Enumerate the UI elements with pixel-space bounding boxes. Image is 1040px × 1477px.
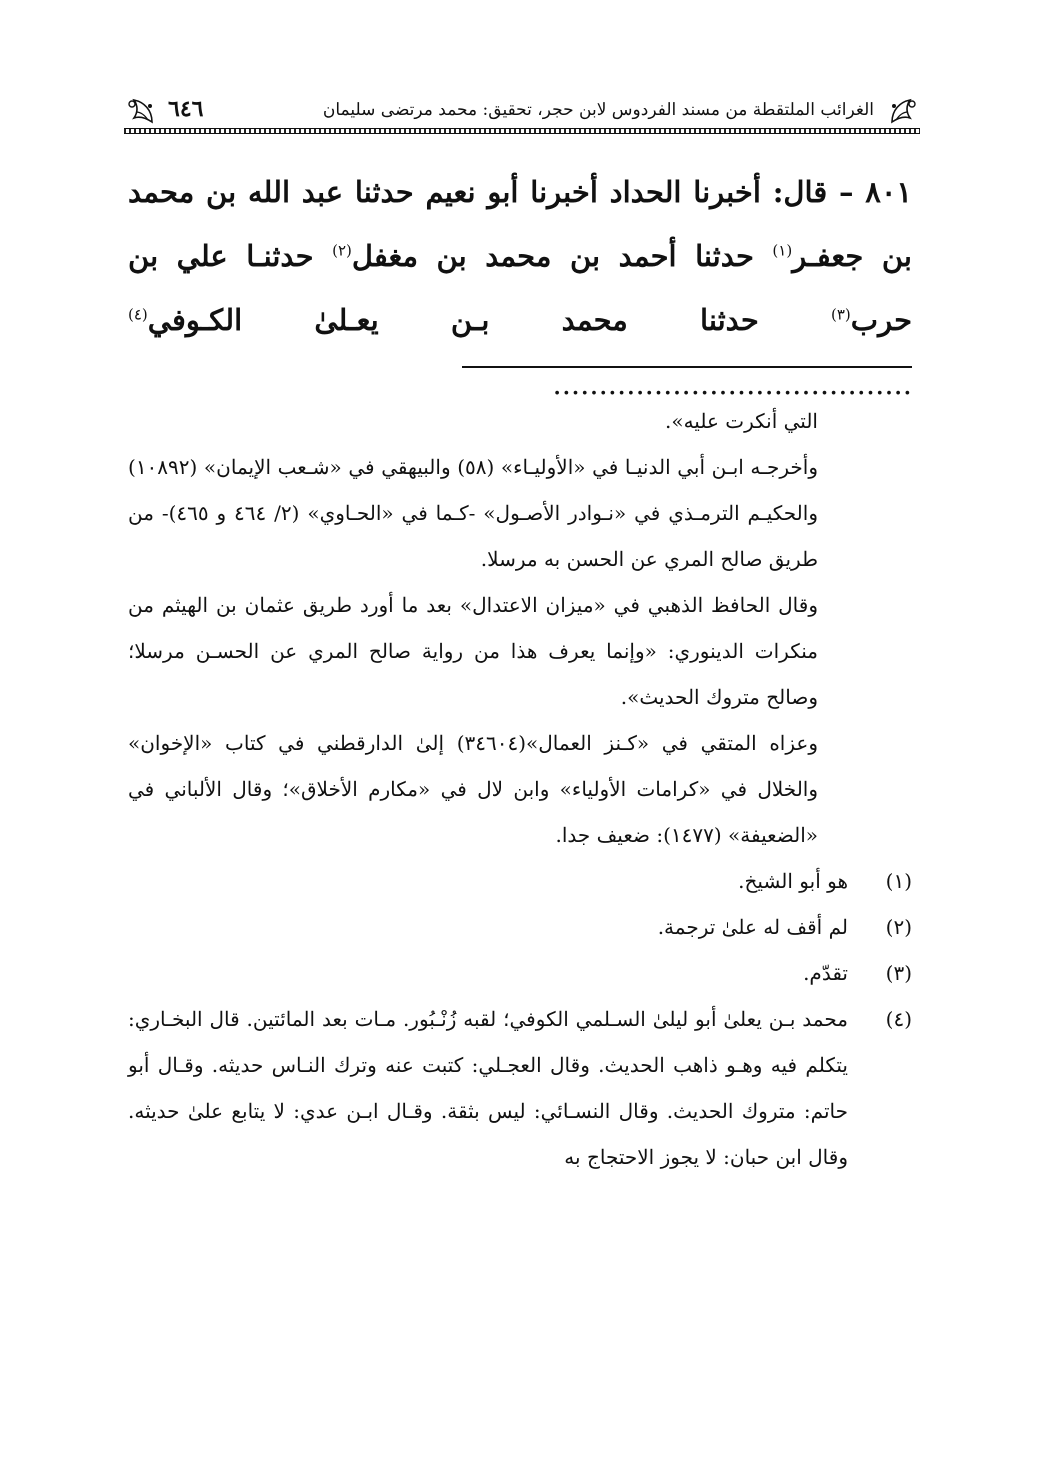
footnote-ref[interactable]: (٢) xyxy=(332,241,352,260)
hadith-line: ٨٠١ – قال: أخبرنا الحداد أخبرنا أبو نعيم حدثنا عبد الله بن محمد بن xyxy=(128,175,912,273)
hadith-line: حدثنا أحمد بن محمد بن مغفل xyxy=(351,239,754,273)
note-paragraph: وعزاه المتقي في «كـنز العمال»(٣٤٦٠٤) إلىٰ الدارقطني في كتاب «الإخوان» والخلال في «كرامات الأولياء» وابن لال في «مكارم الأخلاق»؛ وقال الألباني في «الضعيفة» (١٤٧٧): ضعيف جدا. xyxy=(128,731,818,847)
floral-ornament-icon xyxy=(124,96,156,126)
footnotes-section xyxy=(128,398,912,1180)
footnote-3 xyxy=(128,950,912,996)
note-paragraph: وقال الحافظ الذهبي في «ميزان الاعتدال» بعد ما أورد طريق عثمان بن الهيثم من منكرات الدينوري: «وإنما يعرف هذا من رواية صالح المري عن الحسـن مرسلا؛ وصالح متروك الحديث». xyxy=(128,593,818,709)
page-number: ٦٤٦ xyxy=(168,96,204,122)
footnote-text: هو أبو الشيخ. xyxy=(738,869,848,893)
footnote-text: محمد بـن يعلىٰ أبو ليلىٰ السـلمي الكوفي؛ لقبه زُنْـبُور. مـات بعد المائتين. قال البخـاري: يتكلم فيه وهـو ذاهب الحديث. وقال العجـلي: كتبت عنه وترك النـاس حديثه. وقـال أبو حاتم: متروك الحديث. وقال النسـائي: ليس بثقة. وقـال ابـن عدي: لا يتابع علىٰ حديثه. وقال ابن حبان: لا يجوز الاحتجاج به xyxy=(128,1007,848,1169)
note-paragraph: التي أنكرت عليه». xyxy=(664,409,818,433)
hadith-paragraph xyxy=(128,160,912,416)
footnote-separator xyxy=(462,366,912,368)
hadith-line: جعفـر xyxy=(792,239,864,273)
header-rule xyxy=(124,128,920,134)
footnote-4 xyxy=(128,996,912,1180)
footnote-1 xyxy=(128,858,912,904)
floral-ornament-icon xyxy=(888,96,920,126)
hadith-line: حدثنـا علي بن حرب xyxy=(128,239,912,337)
footnote-number: (٣) xyxy=(885,961,912,985)
footnote-2 xyxy=(128,904,912,950)
footnote-number: (٢) xyxy=(885,915,912,939)
hadith-text xyxy=(128,160,912,416)
running-header xyxy=(124,94,920,140)
hadith-line: حدثنا xyxy=(700,303,759,337)
footnote-ref[interactable]: (١) xyxy=(772,241,793,260)
ellipsis-dots: ....................................... xyxy=(552,367,912,401)
footnote-ref[interactable]: (٤) xyxy=(128,305,148,324)
hadith-line: محمد بـن يعـلىٰ الكـوفي xyxy=(147,303,628,337)
footnote-number: (٤) xyxy=(885,1007,912,1031)
footnote-ref[interactable]: (٣) xyxy=(830,305,851,324)
footnote-continuation xyxy=(128,398,912,858)
footnote-text: لم أقف له علىٰ ترجمة. xyxy=(657,915,848,939)
running-header-title: الغرائب الملتقطة من مسند الفردوس لابن حجر، تحقيق: محمد مرتضى سليمان xyxy=(322,100,874,120)
footnote-text: تقدّم. xyxy=(803,961,848,985)
note-paragraph: وأخرجـه ابـن أبي الدنيـا في «الأوليـاء» (٥٨) والبيهقي في «شـعب الإيمان» (١٠٨٩٢) والحكيـم الترمـذي في «نـوادر الأصـول» -كـما في «الحـاوي» (٢/ ٤٦٤ و ٤٦٥)- من طريق صالح المري عن الحسن به مرسلا. xyxy=(128,455,818,571)
footnote-number: (١) xyxy=(885,869,912,893)
